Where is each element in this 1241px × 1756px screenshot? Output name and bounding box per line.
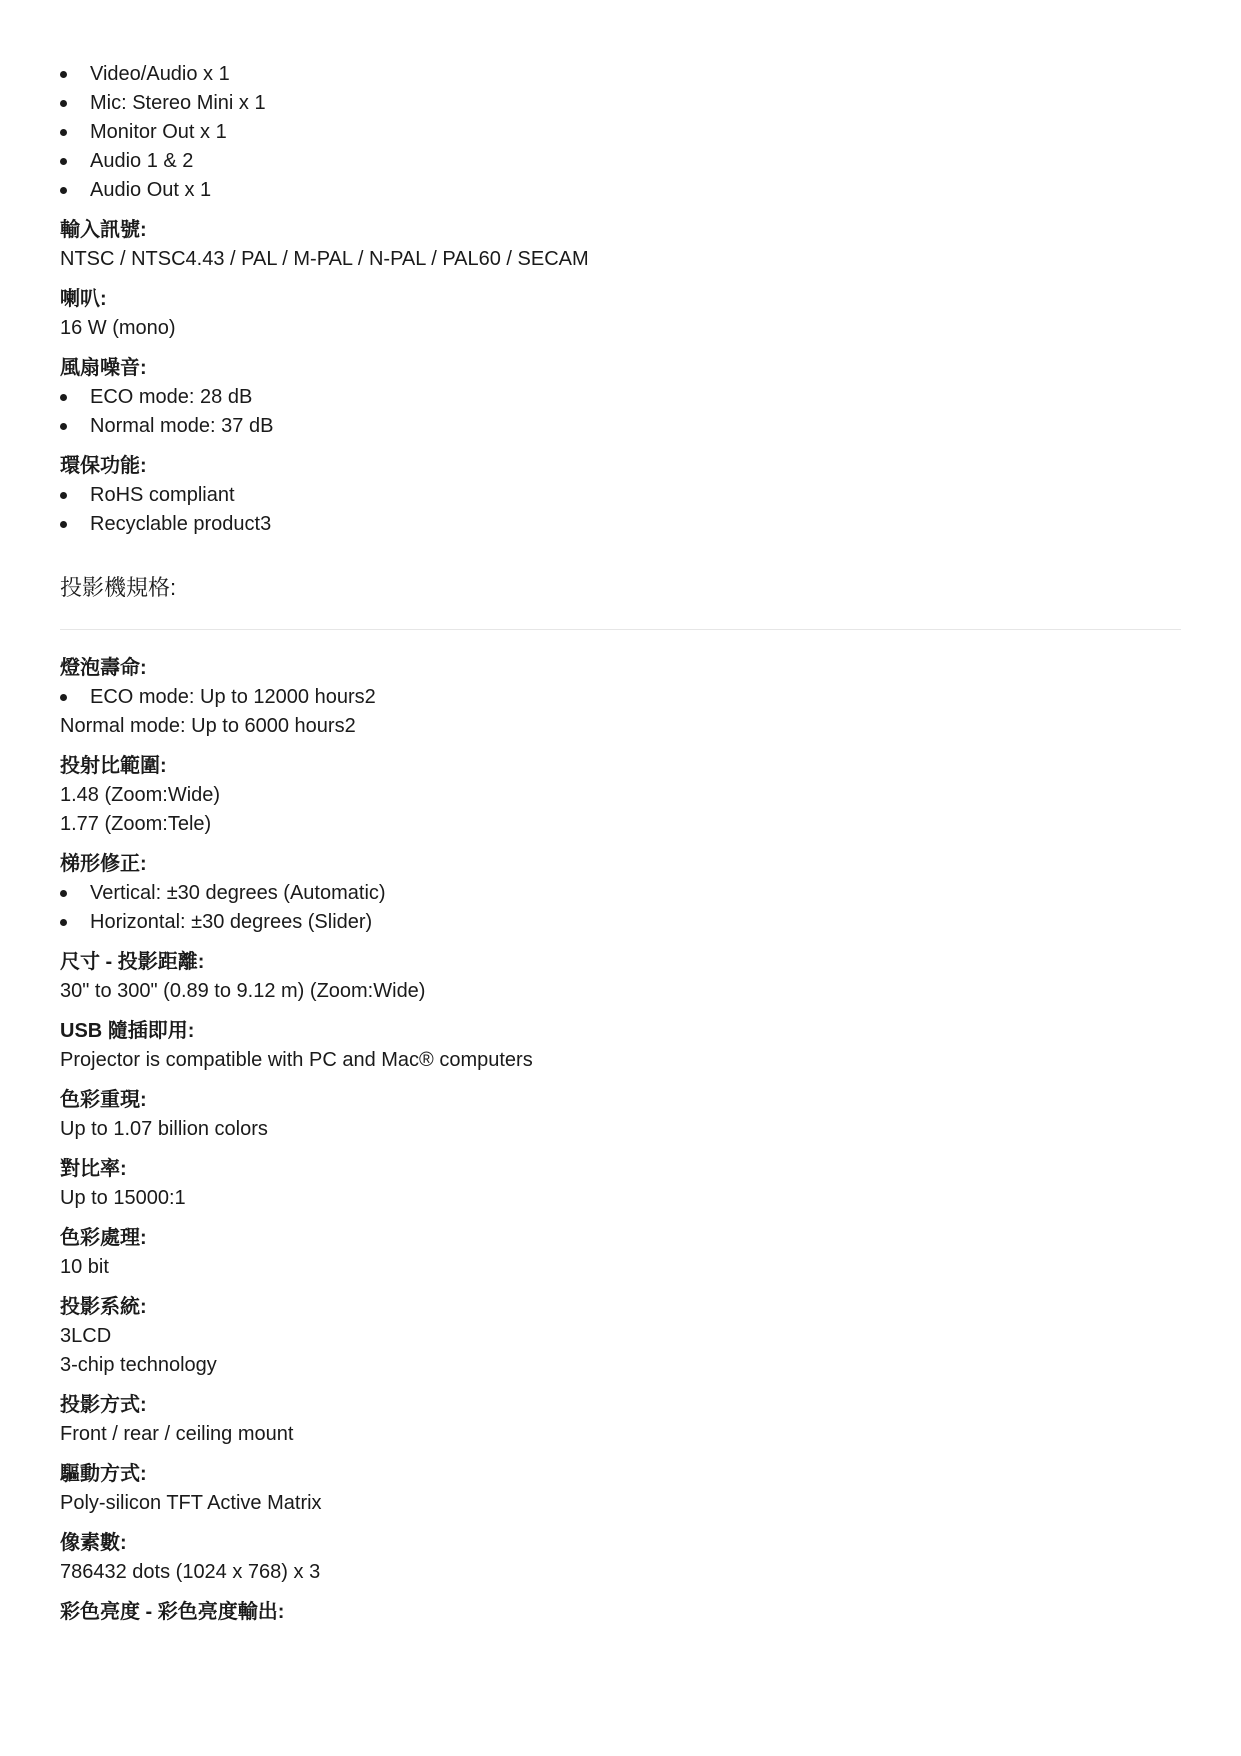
list-item: Audio Out x 1 bbox=[60, 176, 1181, 205]
color-brightness-label: 彩色亮度 - 彩色亮度輸出: bbox=[60, 1601, 285, 1623]
usb-label: USB 隨插即用: bbox=[60, 1020, 195, 1042]
color-processing-value: 10 bit bbox=[60, 1256, 109, 1278]
drive-method-label: 驅動方式: bbox=[60, 1463, 147, 1485]
section-title: 投影機規格: bbox=[60, 575, 177, 600]
connector-list bbox=[60, 60, 1181, 205]
contrast-value: Up to 15000:1 bbox=[60, 1187, 186, 1209]
pixels-value: 786432 dots (1024 x 768) x 3 bbox=[60, 1561, 321, 1583]
lamp-life-label: 燈泡壽命: bbox=[60, 657, 147, 679]
throw-ratio-wide: 1.48 (Zoom:Wide) bbox=[60, 784, 221, 806]
size-distance-value: 30" to 300" (0.89 to 9.12 m) (Zoom:Wide) bbox=[60, 980, 426, 1002]
contrast-label: 對比率: bbox=[60, 1158, 127, 1180]
projection-method-label: 投影方式: bbox=[60, 1394, 147, 1416]
color-reproduction-value: Up to 1.07 billion colors bbox=[60, 1118, 268, 1140]
fan-noise-label: 風扇噪音: bbox=[60, 357, 147, 379]
list-item: ECO mode: Up to 12000 hours2 bbox=[60, 683, 1181, 712]
lamp-life-normal: Normal mode: Up to 6000 hours2 bbox=[60, 715, 356, 737]
color-reproduction-label: 色彩重現: bbox=[60, 1089, 147, 1111]
spec-document bbox=[60, 60, 1181, 1627]
eco-list bbox=[60, 481, 1181, 539]
speaker-label: 喇叭: bbox=[60, 288, 107, 310]
list-item: Audio 1 & 2 bbox=[60, 147, 1181, 176]
speaker-value: 16 W (mono) bbox=[60, 317, 176, 339]
list-item: Recyclable product3 bbox=[60, 510, 1181, 539]
projection-system-label: 投影系統: bbox=[60, 1296, 147, 1318]
keystone-label: 梯形修正: bbox=[60, 853, 147, 875]
throw-ratio-label: 投射比範圍: bbox=[60, 755, 167, 777]
throw-ratio-tele: 1.77 (Zoom:Tele) bbox=[60, 813, 212, 835]
input-signal-label: 輸入訊號: bbox=[60, 219, 147, 241]
keystone-list bbox=[60, 879, 1181, 937]
color-processing-label: 色彩處理: bbox=[60, 1227, 147, 1249]
projection-system-tech: 3-chip technology bbox=[60, 1354, 217, 1376]
pixels-label: 像素數: bbox=[60, 1532, 127, 1554]
usb-value: Projector is compatible with PC and Mac® computers bbox=[60, 1049, 533, 1071]
list-item: Horizontal: ±30 degrees (Slider) bbox=[60, 908, 1181, 937]
drive-method-value: Poly-silicon TFT Active Matrix bbox=[60, 1492, 322, 1514]
projection-method-value: Front / rear / ceiling mount bbox=[60, 1423, 294, 1445]
projection-system-value: 3LCD bbox=[60, 1325, 112, 1347]
list-item: Mic: Stereo Mini x 1 bbox=[60, 89, 1181, 118]
list-item: RoHS compliant bbox=[60, 481, 1181, 510]
size-distance-label: 尺寸 - 投影距離: bbox=[60, 951, 205, 973]
eco-label: 環保功能: bbox=[60, 455, 147, 477]
lamp-life-list bbox=[60, 683, 1181, 712]
list-item: Vertical: ±30 degrees (Automatic) bbox=[60, 879, 1181, 908]
input-signal-value: NTSC / NTSC4.43 / PAL / M-PAL / N-PAL / PAL60 / SECAM bbox=[60, 248, 589, 270]
fan-noise-list bbox=[60, 383, 1181, 441]
list-item: Monitor Out x 1 bbox=[60, 118, 1181, 147]
list-item: Video/Audio x 1 bbox=[60, 60, 1181, 89]
list-item: ECO mode: 28 dB bbox=[60, 383, 1181, 412]
divider bbox=[60, 629, 1181, 630]
list-item: Normal mode: 37 dB bbox=[60, 412, 1181, 441]
